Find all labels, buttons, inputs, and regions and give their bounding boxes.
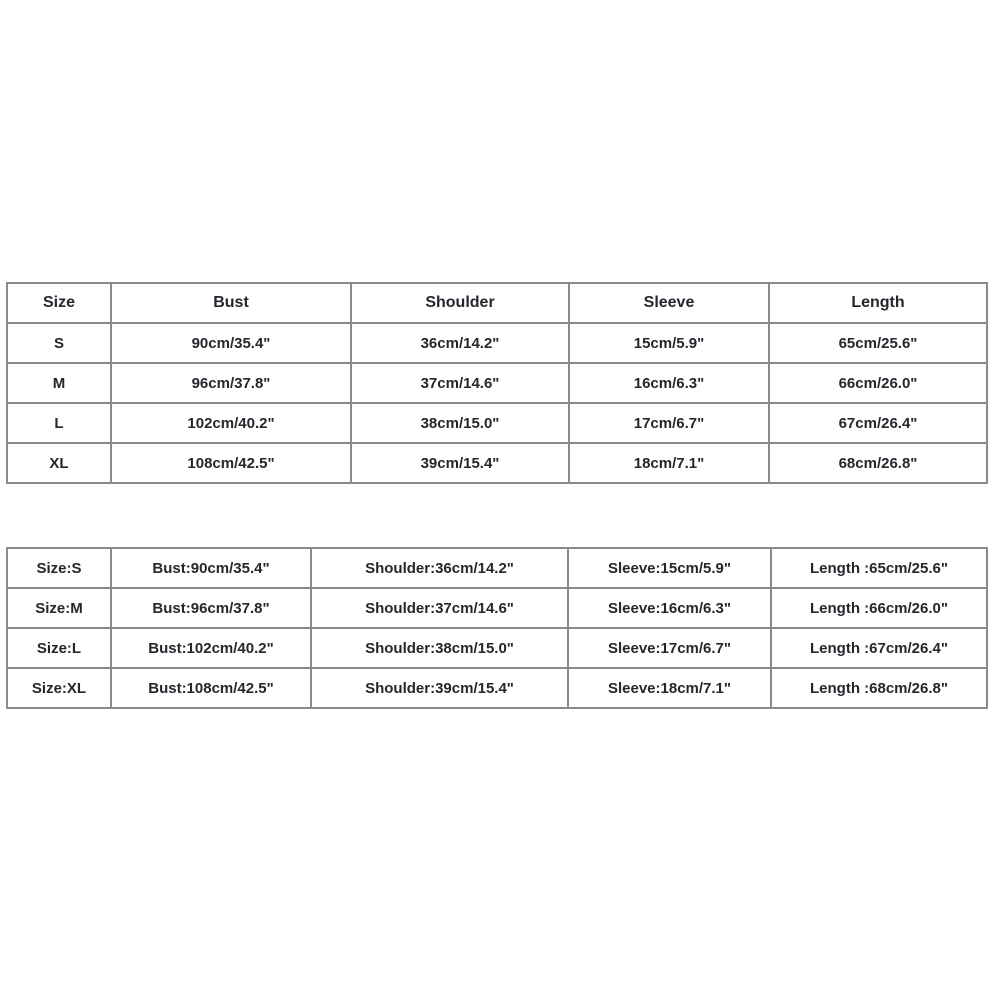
table-cell: 36cm/14.2" — [351, 323, 569, 363]
column-header: Bust — [111, 283, 351, 323]
table-cell: 65cm/25.6" — [769, 323, 987, 363]
table-cell: Length :66cm/26.0" — [771, 588, 987, 628]
table-cell: M — [7, 363, 111, 403]
table-cell: Length :67cm/26.4" — [771, 628, 987, 668]
table-cell: Bust:108cm/42.5" — [111, 668, 311, 708]
table-cell: 38cm/15.0" — [351, 403, 569, 443]
table-cell: Shoulder:37cm/14.6" — [311, 588, 568, 628]
table-cell: Length :68cm/26.8" — [771, 668, 987, 708]
table-cell: Sleeve:15cm/5.9" — [568, 548, 771, 588]
column-header: Length — [769, 283, 987, 323]
table-cell: 16cm/6.3" — [569, 363, 769, 403]
table-cell: 102cm/40.2" — [111, 403, 351, 443]
table-cell: 90cm/35.4" — [111, 323, 351, 363]
size-table-inline-labels — [6, 547, 988, 709]
table-row — [7, 443, 987, 483]
table-cell: L — [7, 403, 111, 443]
table-cell: 66cm/26.0" — [769, 363, 987, 403]
table-cell: 37cm/14.6" — [351, 363, 569, 403]
table-cell: 108cm/42.5" — [111, 443, 351, 483]
size-table-with-headers — [6, 282, 988, 484]
column-header: Sleeve — [569, 283, 769, 323]
table-cell: Shoulder:39cm/15.4" — [311, 668, 568, 708]
table-cell: 17cm/6.7" — [569, 403, 769, 443]
table-cell: Bust:90cm/35.4" — [111, 548, 311, 588]
table-cell: 39cm/15.4" — [351, 443, 569, 483]
size-table-header-row — [7, 283, 987, 323]
column-header: Size — [7, 283, 111, 323]
table-cell: Size:XL — [7, 668, 111, 708]
table-cell: Sleeve:18cm/7.1" — [568, 668, 771, 708]
table-row — [7, 323, 987, 363]
table-cell: Bust:102cm/40.2" — [111, 628, 311, 668]
size-table-body — [7, 323, 987, 483]
detail-table-body — [7, 548, 987, 708]
table-cell: XL — [7, 443, 111, 483]
table-row — [7, 668, 987, 708]
table-row — [7, 403, 987, 443]
table-row — [7, 548, 987, 588]
table-cell: Length :65cm/25.6" — [771, 548, 987, 588]
table-cell: Size:L — [7, 628, 111, 668]
table-cell: Size:S — [7, 548, 111, 588]
table-cell: Size:M — [7, 588, 111, 628]
table-row — [7, 363, 987, 403]
table-cell: Sleeve:16cm/6.3" — [568, 588, 771, 628]
table-cell: S — [7, 323, 111, 363]
table-cell: Shoulder:38cm/15.0" — [311, 628, 568, 668]
table-cell: 15cm/5.9" — [569, 323, 769, 363]
table-cell: 67cm/26.4" — [769, 403, 987, 443]
table-cell: Bust:96cm/37.8" — [111, 588, 311, 628]
table-row — [7, 588, 987, 628]
table-cell: Sleeve:17cm/6.7" — [568, 628, 771, 668]
table-row — [7, 628, 987, 668]
column-header: Shoulder — [351, 283, 569, 323]
table-cell: 96cm/37.8" — [111, 363, 351, 403]
table-cell: 68cm/26.8" — [769, 443, 987, 483]
table-cell: Shoulder:36cm/14.2" — [311, 548, 568, 588]
table-cell: 18cm/7.1" — [569, 443, 769, 483]
